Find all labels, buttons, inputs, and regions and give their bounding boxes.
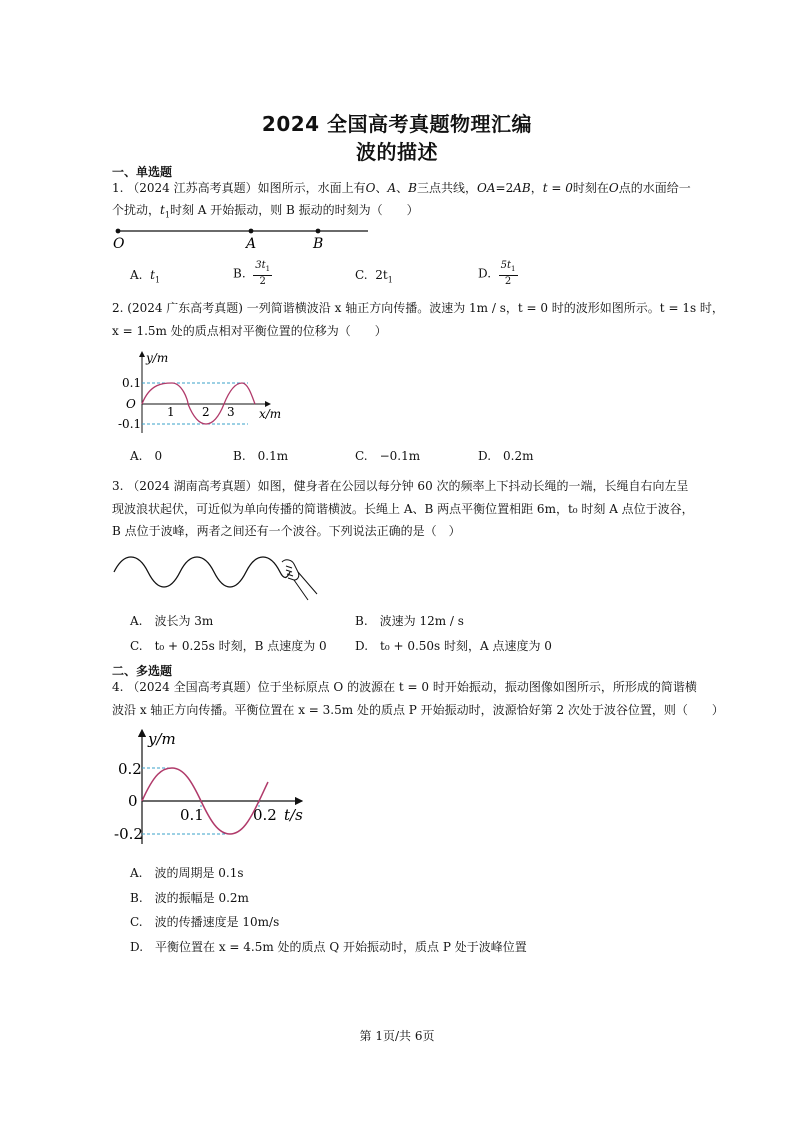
option-sub: 1 — [154, 275, 161, 285]
q1-line2 — [112, 202, 419, 223]
q1-text: 点的水面给一 — [618, 181, 691, 195]
point-B-dot — [316, 229, 321, 234]
option-sub: 1 — [387, 275, 393, 285]
q1-var-B: B — [408, 181, 417, 195]
q4-line1: 4. （2024 全国高考真题）位于坐标原点 O 的波源在 t = 0 时开始振动，振动图像如图所示，所形成的简谐横 — [112, 680, 697, 694]
page-subtitle: 波的描述 — [356, 140, 438, 164]
q2-option-b[interactable]: B. 0.1m — [233, 449, 289, 463]
q2-line2: x = 1.5m 处的质点相对平衡位置的位移为（ ） — [112, 324, 387, 338]
label-O: O — [113, 236, 125, 252]
option-label: A. — [130, 268, 143, 282]
q4-option-d[interactable]: D. 平衡位置在 x = 4.5m 处的质点 Q 开始振动时，质点 P 处于波峰位置 — [130, 940, 527, 954]
q1-sep: 、 — [375, 181, 388, 195]
y-tick-bottom: -0.2 — [114, 825, 143, 843]
q1-option-c[interactable] — [355, 268, 393, 284]
x-axis-label: x/m — [259, 407, 282, 421]
point-O-dot — [116, 229, 121, 234]
q1-line1 — [112, 180, 691, 196]
q3-line1: 3. （2024 湖南高考真题）如图，健身者在公园以每分钟 60 次的频率上下抖动长绳的一端，长绳自右向左呈 — [112, 479, 689, 493]
q3-option-b[interactable]: B. 波速为 12m / s — [355, 614, 464, 628]
section-heading-single-choice: 一、单选题 — [112, 165, 173, 179]
y-tick-top: 0.1 — [122, 376, 142, 390]
q4-option-b[interactable]: B. 波的振幅是 0.2m — [130, 891, 249, 905]
q1-text: 三点共线， — [417, 181, 478, 195]
q1-text: 时刻 A 开始振动，则 B 振动的时刻为（ ） — [169, 203, 419, 217]
q1-text: 1. （2024 江苏高考真题）如图所示，水面上有 — [112, 181, 366, 195]
x-tick-3: 3 — [227, 405, 235, 419]
q1-option-d[interactable] — [478, 260, 518, 287]
q1-sep: 、 — [396, 181, 409, 195]
y-axis-label: y/m — [146, 351, 169, 365]
q4-option-c[interactable]: C. 波的传播速度是 10m/s — [130, 915, 280, 929]
q3-rope-wave-figure — [112, 546, 327, 606]
frac-den: 2 — [259, 276, 266, 287]
frac-den: 2 — [504, 276, 512, 287]
q1-t1: t — [160, 203, 165, 217]
option-label: B. — [233, 266, 246, 281]
origin-label: O — [126, 397, 136, 411]
t-tick-02: 0.2 — [253, 806, 277, 824]
q4-option-a[interactable]: A. 波的周期是 0.1s — [130, 866, 244, 880]
x-tick-2: 2 — [202, 405, 210, 419]
y-axis-label: y/m — [148, 730, 176, 748]
t-axis-label: t/s — [284, 806, 303, 824]
label-A: A — [246, 236, 257, 252]
point-A-dot — [249, 229, 254, 234]
label-B: B — [313, 236, 324, 252]
q2-option-a[interactable]: A. 0 — [130, 449, 163, 463]
fraction — [253, 260, 272, 287]
q2-line1: 2. (2024 广东高考真题) 一列简谐横波沿 x 轴正方向传播。波速为 1m / s，t = 0 时的波形如图所示。t = 1s 时， — [112, 301, 724, 315]
x-tick-1: 1 — [167, 405, 175, 419]
q2-option-d[interactable]: D. 0.2m — [478, 449, 534, 463]
option-label: C. — [355, 268, 368, 282]
q2-option-c[interactable]: C. −0.1m — [355, 449, 421, 463]
q3-option-d[interactable]: D. t₀ + 0.50s 时刻，A 点速度为 0 — [355, 639, 552, 653]
fraction — [499, 260, 518, 287]
q1-text: 个扰动， — [112, 203, 161, 217]
q1-option-b[interactable] — [233, 260, 272, 287]
frac-num: 3t — [255, 260, 266, 271]
q1-var-A: A — [387, 181, 397, 195]
hand-icon — [282, 560, 317, 600]
page-title: 2024 全国高考真题物理汇编 — [261, 112, 533, 136]
q1-var-O: O — [365, 181, 376, 195]
q1-figure-points-line — [110, 222, 380, 254]
frac-num-sub: 1 — [511, 265, 516, 273]
y-tick-bottom: -0.1 — [118, 417, 142, 431]
q1-var-O: O — [608, 181, 619, 195]
page-footer: 第 1页/共 6页 — [359, 1029, 435, 1043]
frac-num: 5t — [500, 260, 512, 271]
section-heading-multi-choice: 二、多选题 — [112, 664, 173, 678]
option-value: t — [150, 268, 155, 282]
q1-eq: =2 — [495, 181, 514, 195]
option-label: D. — [478, 266, 492, 281]
frac-num-sub: 1 — [265, 265, 271, 273]
y-tick-zero: 0 — [128, 792, 138, 810]
option-value: 2t — [375, 268, 388, 282]
q1-text: ， — [530, 181, 543, 195]
q1-text: 时刻在 — [572, 181, 609, 195]
y-tick-top: 0.2 — [118, 760, 142, 778]
q4-line2: 波沿 x 轴正方向传播。平衡位置在 x = 3.5m 处的质点 P 开始振动时，波源恰好第 2 次处于波谷位置，则（ ） — [112, 703, 724, 717]
q1-var-OA: OA — [477, 181, 496, 195]
q1-var-AB: AB — [513, 181, 531, 195]
q3-option-a[interactable]: A. 波长为 3m — [130, 614, 214, 628]
rope-curve — [114, 557, 290, 587]
q3-line2: 现波浪状起伏，可近似为单向传播的简谐横波。长绳上 A、B 两点平衡位置相距 6m，t₀ 时刻 A 点位于波谷， — [112, 502, 694, 516]
q4-vibration-figure — [112, 724, 312, 844]
q1-t0: t = 0 — [542, 181, 573, 195]
q2-wave-figure — [112, 348, 292, 438]
q1-option-a[interactable] — [130, 268, 160, 284]
q3-option-c[interactable]: C. t₀ + 0.25s 时刻，B 点速度为 0 — [130, 639, 327, 653]
t-tick-01: 0.1 — [180, 806, 204, 824]
q3-line3: B 点位于波峰，两者之间还有一个波谷。下列说法正确的是（ ） — [112, 524, 461, 538]
q1-t1-sub: 1 — [164, 210, 170, 220]
